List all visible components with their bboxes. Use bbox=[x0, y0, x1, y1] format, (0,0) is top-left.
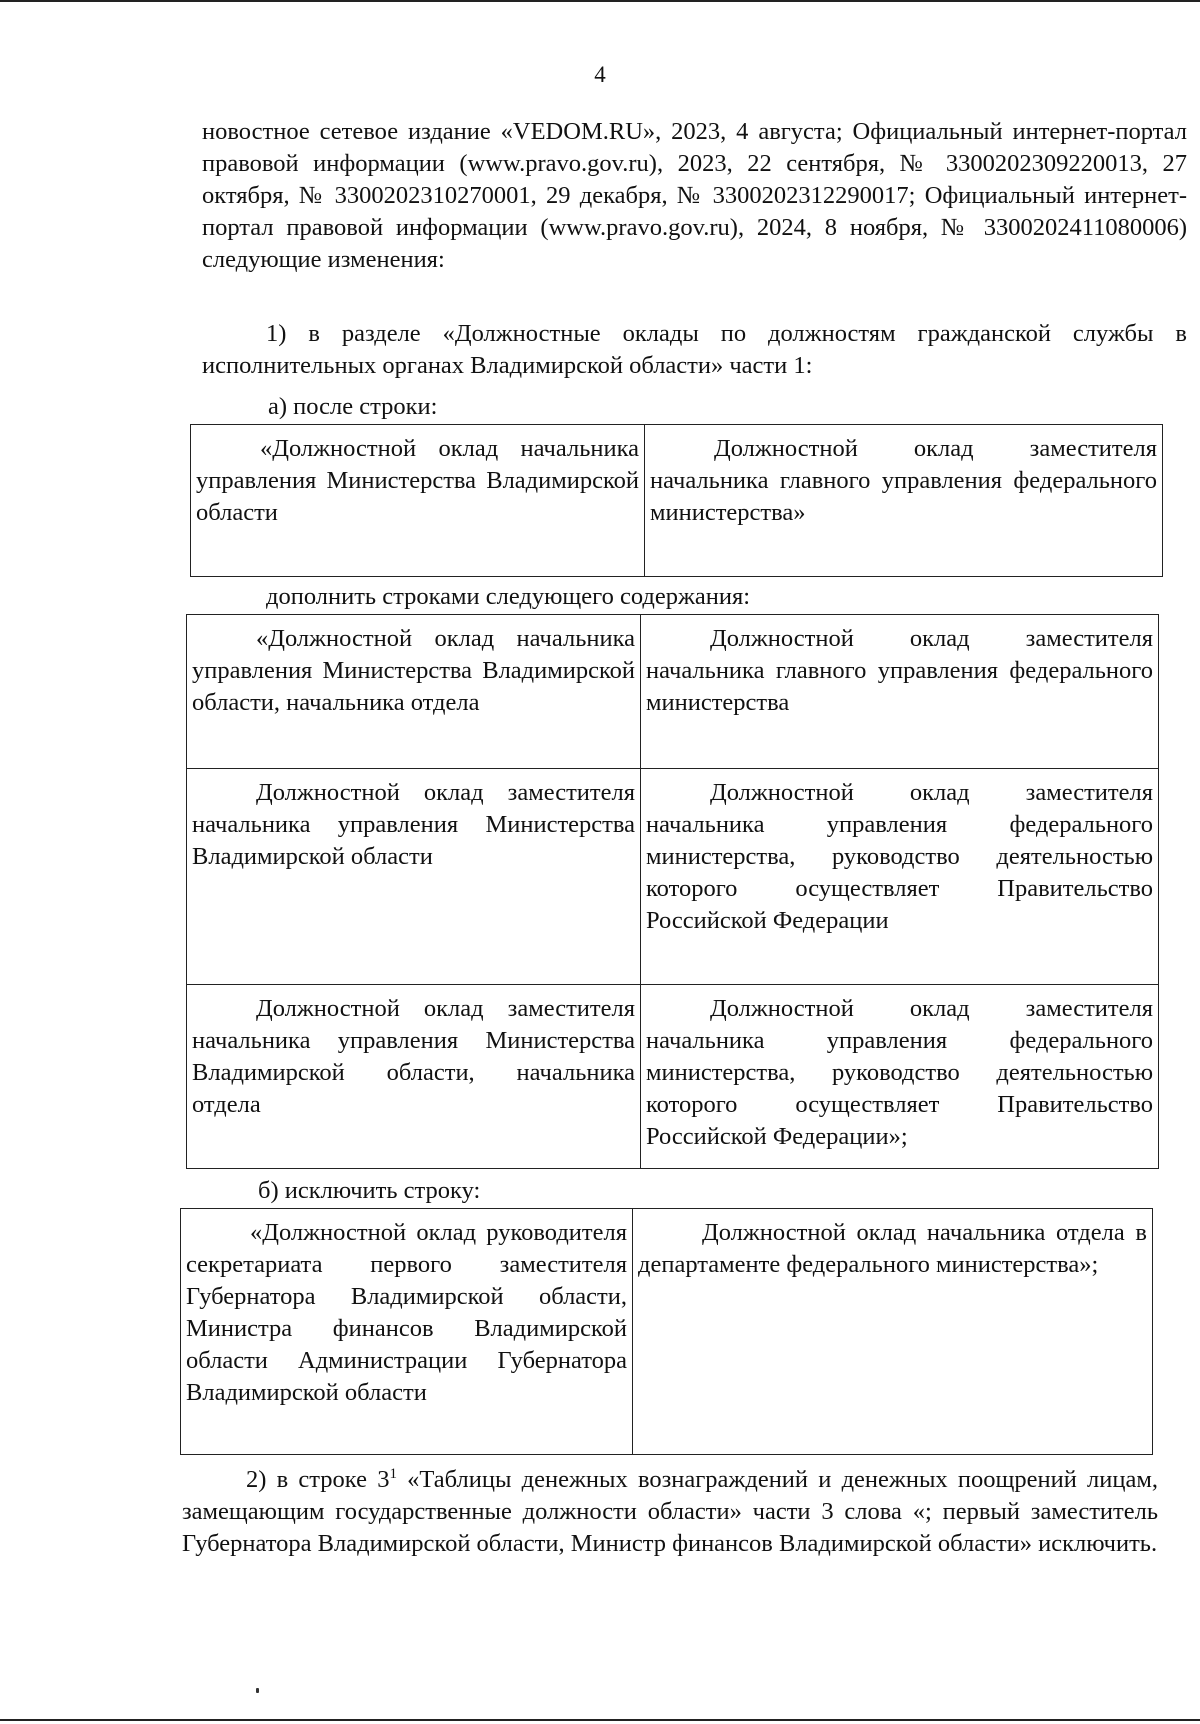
intro-paragraph: новостное сетевое издание «VEDOM.RU», 2023, 4 августа; Официальный интернет-портал правовой информации (www.pravo.gov.ru), 2023, 22 сентября, № 3300202309220013, 27 октября, № 3300202310270001, 29 декабря, № 3300202312290017; Официальный интернет-портал правовой информации (www.pravo.gov.ru), 2024, 8 ноября, № 3300202411080006) следующие изменения: bbox=[202, 118, 1187, 273]
table-after-row bbox=[190, 424, 1163, 577]
table-row bbox=[187, 769, 1159, 985]
item-2-paragraph bbox=[182, 1464, 1158, 1560]
item-2-text-start: 2) в строке 3 bbox=[246, 1466, 390, 1493]
bottom-border-line bbox=[0, 1719, 1200, 1721]
item-1a-label: а) после строки: bbox=[268, 393, 438, 420]
table-cell-right: Должностной оклад заместителя начальника главного управления федерального министерства» bbox=[645, 425, 1163, 577]
table-row bbox=[187, 985, 1159, 1169]
table-added-rows bbox=[186, 614, 1159, 1169]
table-removed-row bbox=[180, 1208, 1153, 1455]
table-row bbox=[181, 1209, 1153, 1455]
table-cell-left: «Должностной оклад начальника управления Министерства Владимирской области bbox=[191, 425, 645, 577]
table-cell-right: Должностной оклад заместителя начальника управления федерального министерства, руководство деятельностью которого осуществляет Правительство Российской Федерации»; bbox=[641, 985, 1159, 1169]
supplement-label: дополнить строками следующего содержания: bbox=[266, 583, 751, 610]
top-border-line bbox=[0, 0, 1200, 2]
table-cell-left: «Должностной оклад руководителя секретариата первого заместителя Губернатора Владимирской области, Министра финансов Владимирской области Администрации Губернатора Владимирской области bbox=[181, 1209, 633, 1455]
table-cell-left: Должностной оклад заместителя начальника управления Министерства Владимирской области bbox=[187, 769, 641, 985]
item-2-text-rest: «Таблицы денежных вознаграждений и денежных поощрений лицам, замещающим государственные должности области» части 3 слова «; первый заместитель Губернатора Владимирской области, Министр финансов Владимирской области» исключить. bbox=[182, 1466, 1158, 1557]
table-cell-left: Должностной оклад заместителя начальника управления Министерства Владимирской области, начальника отдела bbox=[187, 985, 641, 1169]
item-1-paragraph: 1) в разделе «Должностные оклады по должностям гражданской службы в исполнительных органах Владимирской области» части 1: bbox=[202, 320, 1187, 379]
item-1b-label: б) исключить строку: bbox=[258, 1177, 481, 1204]
table-cell-right: Должностной оклад начальника отдела в департаменте федерального министерства»; bbox=[633, 1209, 1153, 1455]
scan-speck bbox=[256, 1688, 259, 1693]
item-2-superscript: 1 bbox=[389, 1465, 397, 1482]
table-row bbox=[187, 615, 1159, 769]
table-row bbox=[191, 425, 1163, 577]
page-number: 4 bbox=[594, 62, 606, 87]
table-cell-left: «Должностной оклад начальника управления Министерства Владимирской области, начальника отдела bbox=[187, 615, 641, 769]
table-cell-right: Должностной оклад заместителя начальника главного управления федерального министерства bbox=[641, 615, 1159, 769]
table-cell-right: Должностной оклад заместителя начальника управления федерального министерства, руководство деятельностью которого осуществляет Правительство Российской Федерации bbox=[641, 769, 1159, 985]
